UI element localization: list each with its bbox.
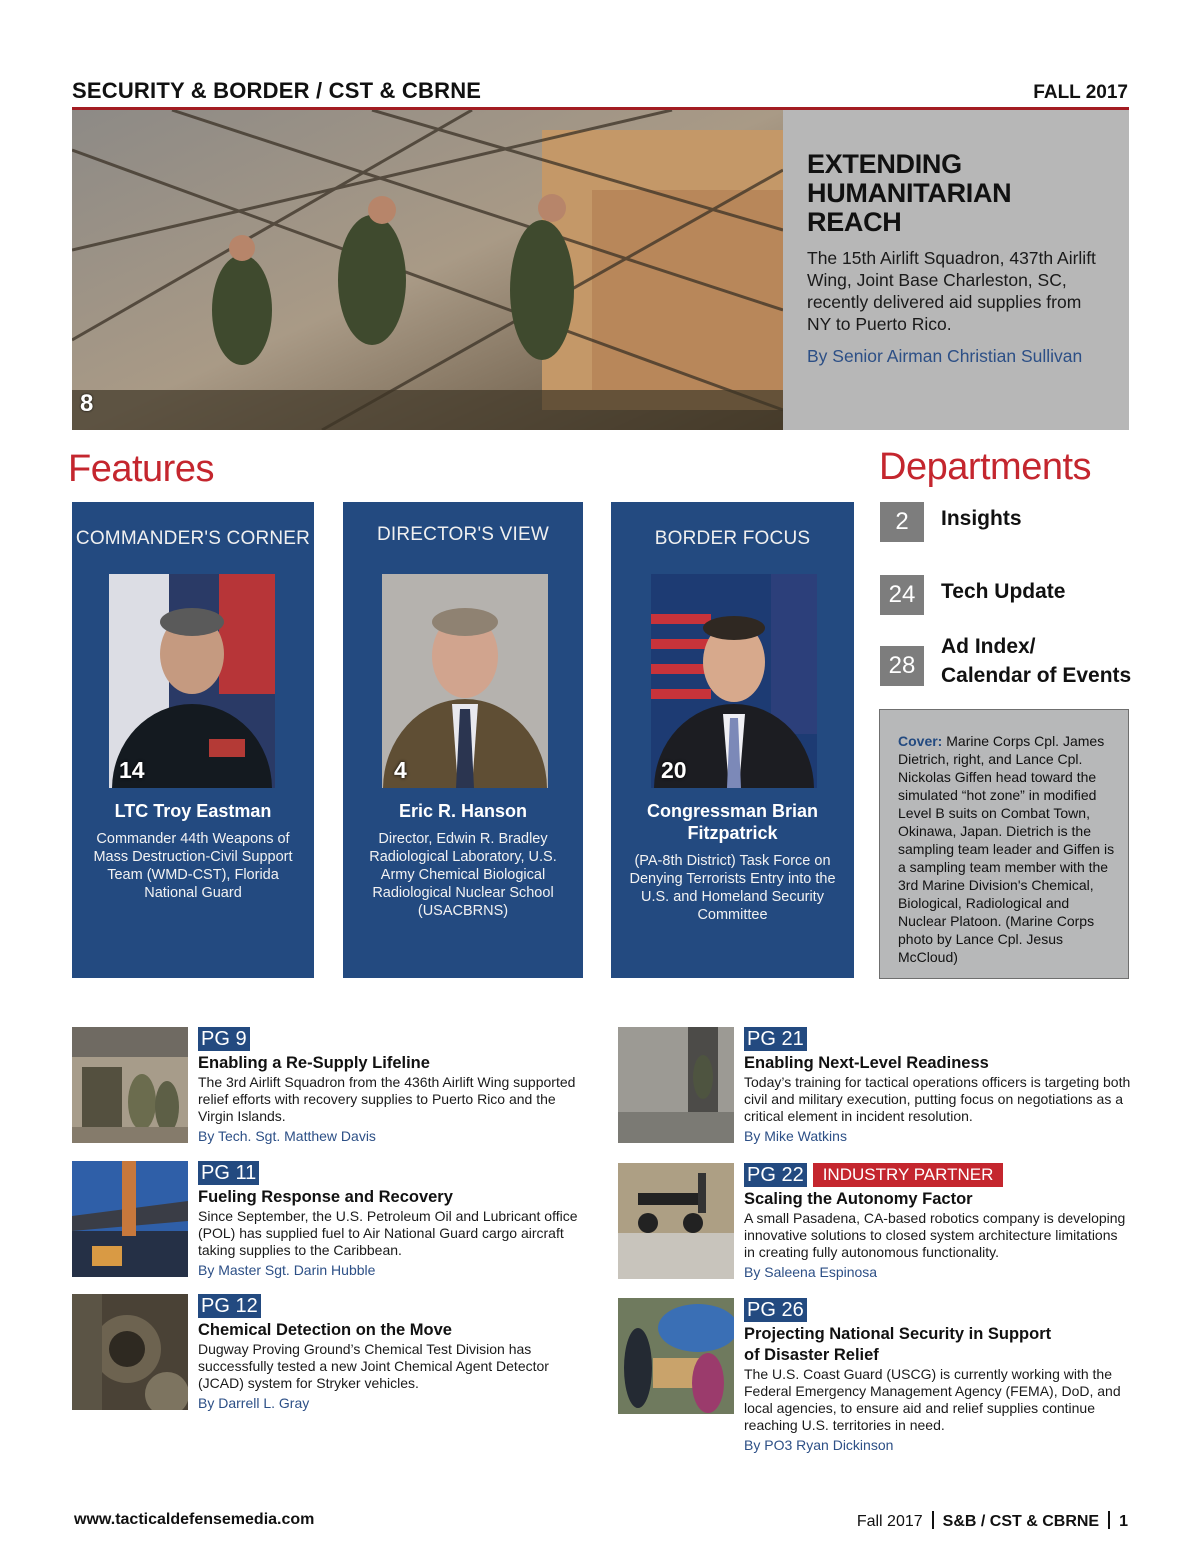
article-summary: The U.S. Coast Guard (USCG) is currently working with the Federal Emergency Management Agency (FEMA), DoD, and local agencies, to ensure aid and relief supplies continue reaching U.S. territories in need. (744, 1366, 1121, 1433)
folio (857, 1511, 1128, 1531)
article-byline: By Master Sgt. Darin Hubble (198, 1262, 376, 1278)
article-text (744, 1027, 1132, 1145)
card-page-number: 4 (394, 757, 407, 783)
article-title: Enabling Next-Level Readiness (744, 1054, 989, 1072)
article-page-tag: PG 9 (198, 1027, 250, 1051)
card-category: DIRECTOR'S VIEW (376, 524, 549, 545)
portrait-illustration (382, 574, 548, 788)
article-byline: By Tech. Sgt. Matthew Davis (198, 1128, 376, 1144)
industry-partner-badge: INDUSTRY PARTNER (813, 1163, 1004, 1187)
thumbnail-illustration (72, 1161, 188, 1277)
article-summary: Today’s training for tactical operations officers is targeting both civil and military execution, putting focus on negotiations as a critical element in incident resolution. (744, 1074, 1131, 1124)
thumbnail-illustration (618, 1163, 734, 1279)
folio-publication: S&B / CST & CBRNE (942, 1513, 1100, 1530)
article-title-line: Projecting National Security in Support (744, 1325, 1052, 1343)
card-category: COMMANDER'S CORNER (75, 528, 311, 549)
hero-page-number: 8 (80, 390, 94, 417)
hero-text-panel (783, 110, 1129, 430)
department-page-number: 24 (880, 575, 924, 615)
article-thumbnail (618, 1163, 734, 1279)
article-summary: A small Pasadena, CA-based robotics company is developing innovative solutions to closed system architecture limitations in creating fully autonomous functionality. (744, 1210, 1126, 1260)
folio-divider (932, 1511, 934, 1529)
hero-photo (72, 110, 783, 430)
folio-page-number: 1 (1119, 1513, 1128, 1530)
hero-summary: The 15th Airlift Squadron, 437th Airlift Wing, Joint Base Charleston, SC, recently delivered aid supplies from NY to Puerto Rico. (807, 248, 1096, 334)
article-title (744, 1324, 1124, 1366)
hero-title: EXTENDING HUMANITARIAN REACH (807, 149, 1012, 237)
cover-caption (879, 709, 1129, 979)
feature-card-directors-view[interactable] (343, 502, 583, 978)
features-heading: Features (68, 448, 214, 490)
thumbnail-illustration (72, 1027, 188, 1143)
hero-illustration (72, 110, 783, 430)
article-byline: By Darrell L. Gray (198, 1395, 310, 1411)
article-byline: By Saleena Espinosa (744, 1264, 878, 1280)
folio-divider (1108, 1511, 1110, 1529)
portrait-photo (651, 574, 817, 788)
thumbnail-illustration (618, 1298, 734, 1414)
card-category: BORDER FOCUS (654, 528, 811, 549)
article-text (744, 1163, 1132, 1281)
department-label (941, 632, 1131, 690)
department-label: Tech Update (941, 580, 1066, 603)
department-label-line: Ad Index/ (941, 635, 1036, 658)
cover-text: Marine Corps Cpl. James Dietrich, right, and Lance Cpl. Nickolas Giffen head toward the simulated “hot zone” in modified Level B suits on Combat Town, Okinawa, Japan. Dietrich is the sampling team leader and Giffen is a sampling team member with the 3rd Marine Division's Chemical, Biological, Radiological and Nuclear Platoon. (Marine Corps photo by Lance Cpl. Jesus McCloud) (898, 733, 1115, 965)
card-person-name: Congressman Brian Fitzpatrick (646, 801, 819, 843)
portrait-photo (382, 574, 548, 788)
website-link[interactable]: www.tacticaldefensemedia.com (74, 1511, 315, 1528)
article-page-tag: PG 22 (744, 1163, 807, 1187)
card-person-name: LTC Troy Eastman (114, 801, 272, 821)
article-page-tag: PG 11 (198, 1161, 259, 1185)
article-summary: Dugway Proving Ground’s Chemical Test Division has successfully tested a new Joint Chemical Agent Detector (JCAD) system for Stryker vehicles. (198, 1341, 549, 1391)
article-title: Enabling a Re-Supply Lifeline (198, 1054, 430, 1072)
feature-card-commanders-corner[interactable] (72, 502, 314, 978)
article-text (198, 1161, 590, 1279)
card-page-number: 14 (119, 757, 145, 783)
card-person-role: Director, Edwin R. Bradley Radiological Laboratory, U.S. Army Chemical Biological Radiological Nuclear School (USACBRNS) (369, 831, 557, 919)
section-title: SECURITY & BORDER / CST & CBRNE (72, 78, 482, 103)
department-label-line: Calendar of Events (941, 664, 1132, 687)
card-person-role: (PA-8th District) Task Force on Denying Terrorists Entry into the U.S. and Homeland Security Committee (629, 853, 836, 923)
article-thumbnail (72, 1294, 188, 1410)
article-page-tag: PG 26 (744, 1298, 807, 1322)
article-text (198, 1027, 590, 1145)
article-title: Scaling the Autonomy Factor (744, 1190, 973, 1208)
article-thumbnail (72, 1161, 188, 1277)
article-title: Fueling Response and Recovery (198, 1188, 453, 1206)
article-byline: By PO3 Ryan Dickinson (744, 1437, 894, 1453)
cover-label: Cover: (898, 733, 943, 749)
article-byline: By Mike Watkins (744, 1128, 847, 1144)
card-person-name: Eric R. Hanson (398, 801, 528, 821)
article-page-tag: PG 12 (198, 1294, 261, 1318)
article-thumbnail (618, 1027, 734, 1143)
hero-byline: By Senior Airman Christian Sullivan (807, 346, 1083, 366)
issue-label: FALL 2017 (1033, 82, 1128, 103)
article-text (744, 1298, 1124, 1454)
article-thumbnail (72, 1027, 188, 1143)
article-summary: Since September, the U.S. Petroleum Oil and Lubricant office (POL) has supplied fuel to Air National Guard cargo aircraft taking supplies to the Caribbean. (198, 1208, 578, 1258)
portrait-illustration (651, 574, 817, 788)
thumbnail-illustration (72, 1294, 188, 1410)
article-summary: The 3rd Airlift Squadron from the 436th Airlift Wing supported relief efforts with recovery supplies to Puerto Rico and the Virgin Islands. (198, 1074, 576, 1124)
folio-issue: Fall 2017 (856, 1513, 923, 1530)
thumbnail-illustration (618, 1027, 734, 1143)
article-text (198, 1294, 568, 1412)
portrait-illustration (109, 574, 275, 788)
department-label: Insights (941, 507, 1022, 530)
card-person-role: Commander 44th Weapons of Mass Destruction-Civil Support Team (WMD-CST), Florida National Guard (93, 831, 293, 901)
article-title-line: of Disaster Relief (744, 1346, 879, 1364)
card-page-number: 20 (661, 757, 687, 783)
portrait-photo (109, 574, 275, 788)
article-page-tag: PG 21 (744, 1027, 807, 1051)
article-thumbnail (618, 1298, 734, 1414)
department-page-number: 2 (880, 502, 924, 542)
departments-heading: Departments (879, 446, 1092, 488)
department-page-number: 28 (880, 646, 924, 686)
feature-card-border-focus[interactable] (611, 502, 854, 978)
article-title: Chemical Detection on the Move (198, 1321, 452, 1339)
